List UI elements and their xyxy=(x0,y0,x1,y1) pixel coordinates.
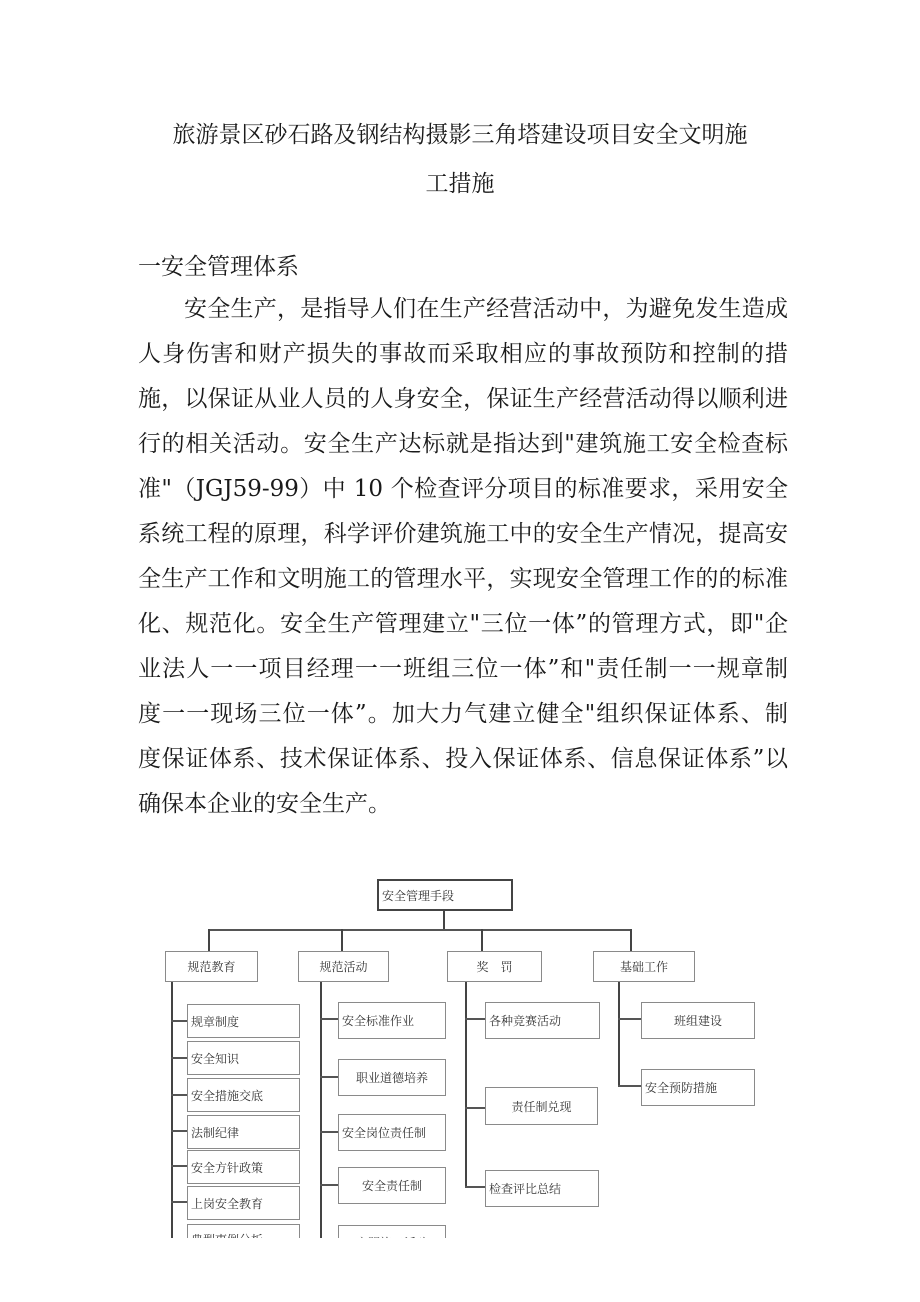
paragraph-line: 业法人一一项目经理一一班组三位一体”和"责任制一一规章制 xyxy=(138,656,788,682)
diagram-leaf-node: 安全预防措施 xyxy=(641,1069,755,1106)
connector-line xyxy=(465,1107,485,1109)
paragraph-line: 人身伤害和财产损失的事故而采取相应的事故预防和控制的措 xyxy=(138,341,788,367)
connector-line xyxy=(618,982,620,1086)
diagram-leaf-node: 安全标准作业 xyxy=(338,1002,446,1039)
connector-line xyxy=(320,1018,338,1020)
document-title-line-1: 旅游景区砂石路及钢结构摄影三角塔建设项目安全文明施 xyxy=(172,122,748,148)
connector-line xyxy=(618,1085,641,1087)
connector-line xyxy=(465,1186,485,1188)
connector-line xyxy=(171,1165,187,1167)
diagram-leaf-node: 安全方针政策 xyxy=(187,1150,300,1184)
section-heading: 一安全管理体系 xyxy=(138,254,299,280)
diagram-leaf-node: 安全措施交底 xyxy=(187,1078,300,1112)
diagram-leaf-node: 规章制度 xyxy=(187,1004,300,1038)
diagram-branch-node: 奖 罚 xyxy=(447,951,542,982)
connector-line xyxy=(465,982,467,1188)
connector-line xyxy=(465,1018,485,1020)
diagram-leaf-node: 检查评比总结 xyxy=(485,1170,599,1207)
connector-bus xyxy=(208,929,632,931)
diagram-leaf-node: 责任制兑现 xyxy=(485,1087,598,1125)
paragraph-line: 行的相关活动。安全生产达标就是指达到"建筑施工安全检查标 xyxy=(138,431,788,457)
connector-line xyxy=(481,929,483,951)
diagram-leaf-node: 安全知识 xyxy=(187,1041,300,1075)
paragraph-line: 度一一现场三位一体”。加大力气建立健全"组织保证体系、制 xyxy=(138,701,788,727)
connector-line xyxy=(443,911,445,930)
diagram-branch-node: 基础工作 xyxy=(593,951,695,982)
connector-line xyxy=(320,1076,338,1078)
connector-line xyxy=(171,1201,187,1203)
paragraph-line: 系统工程的原理，科学评价建筑施工中的安全生产情况，提高安 xyxy=(138,521,788,547)
connector-line xyxy=(171,1094,187,1096)
diagram-branch-node: 规范活动 xyxy=(298,951,389,982)
connector-line xyxy=(171,1130,187,1132)
paragraph-line: 确保本企业的安全生产。 xyxy=(138,791,391,817)
connector-line xyxy=(171,1020,187,1022)
diagram-leaf-node: 班组建设 xyxy=(641,1002,755,1039)
diagram-leaf-node: 职业道德培养 xyxy=(338,1059,446,1096)
paragraph-line: 度保证体系、技术保证体系、投入保证体系、信息保证体系”以 xyxy=(138,746,788,772)
diagram-leaf-node: 各种竞赛活动 xyxy=(485,1002,600,1039)
document-title-line-2: 工措施 xyxy=(425,171,495,197)
connector-line xyxy=(208,929,210,951)
connector-line xyxy=(320,982,322,1242)
connector-line xyxy=(320,1184,338,1186)
paragraph-line: 安全生产，是指导人们在生产经营活动中，为避免发生造成 xyxy=(184,296,788,322)
diagram-leaf-node: 安全责任制 xyxy=(338,1167,446,1204)
connector-line xyxy=(171,1057,187,1059)
paragraph-line: 施，以保证从业人员的人身安全，保证生产经营活动得以顺利进 xyxy=(138,386,788,412)
connector-line xyxy=(618,1018,641,1020)
connector-line xyxy=(320,1131,338,1133)
diagram-leaf-node: 上岗安全教育 xyxy=(187,1186,300,1220)
paragraph-line: 准"（JGJ59-99）中 10 个检查评分项目的标准要求，采用安全 xyxy=(138,476,788,502)
diagram-branch-node: 规范教育 xyxy=(165,951,258,982)
page-bottom-crop xyxy=(0,1238,920,1302)
connector-line xyxy=(341,929,343,951)
connector-line xyxy=(630,929,632,951)
diagram-leaf-node: 安全岗位责任制 xyxy=(338,1114,446,1151)
paragraph-line: 全生产工作和文明施工的管理水平，实现安全管理工作的的标准 xyxy=(138,566,788,592)
diagram-root-node: 安全管理手段 xyxy=(377,879,513,911)
paragraph-line: 化、规范化。安全生产管理建立"三位一体”的管理方式，即"企 xyxy=(138,611,788,637)
diagram-leaf-node: 法制纪律 xyxy=(187,1115,300,1149)
